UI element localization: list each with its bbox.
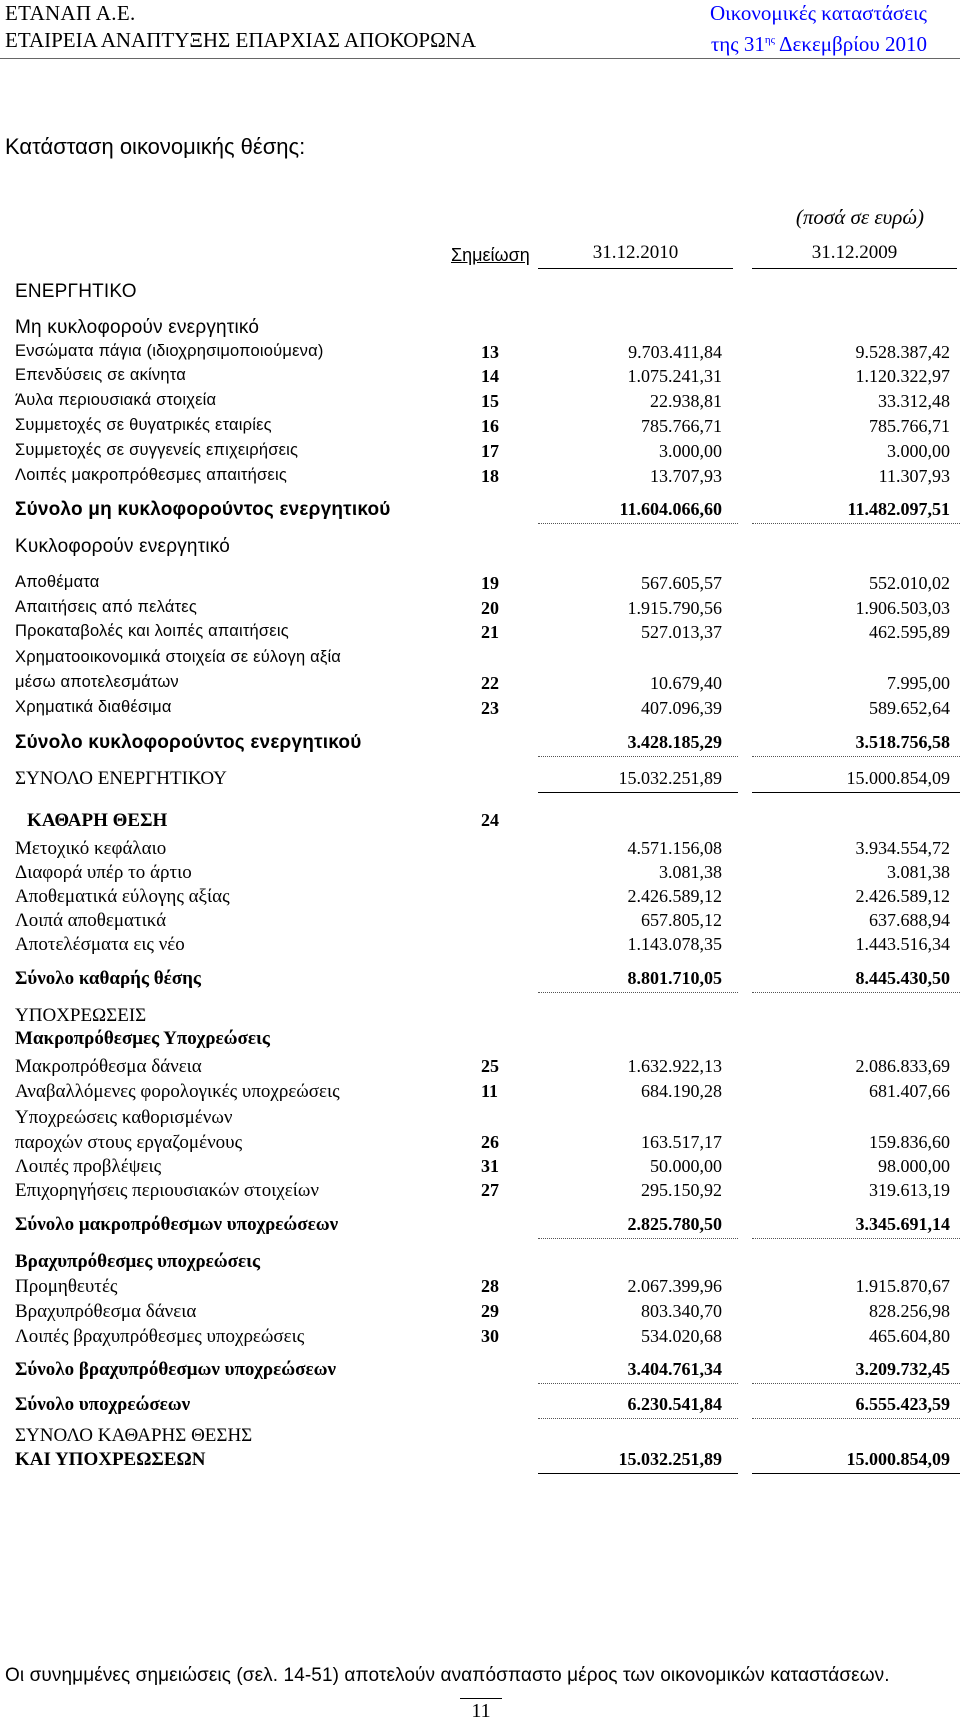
row-label: Σύνολο μη κυκλοφορούντος ενεργητικού xyxy=(15,499,391,520)
table-row xyxy=(0,1081,960,1107)
company-short: ΕΤΑΝΑΠ Α.Ε. xyxy=(5,1,136,25)
row-value-2009: 3.209.732,45 xyxy=(855,1359,950,1379)
row-note: 14 xyxy=(481,366,499,386)
table-row xyxy=(0,281,960,307)
row-value-2010: 4.571.156,08 xyxy=(627,838,722,858)
row-value-2010: 3.000,00 xyxy=(659,441,722,461)
table-row xyxy=(0,673,960,699)
total-underline xyxy=(752,1418,960,1419)
table-row xyxy=(0,317,960,343)
table-row xyxy=(0,862,960,888)
row-label: Συμμετοχές σε θυγατρικές εταιρίες xyxy=(15,416,272,434)
row-value-2009: 3.934.554,72 xyxy=(855,838,950,858)
row-value-2010: 407.096,39 xyxy=(641,698,722,718)
column-header-note: Σημείωση xyxy=(451,245,530,265)
row-label: Άυλα περιουσιακά στοιχεία xyxy=(15,391,217,409)
row-value-2009: 2.426.589,12 xyxy=(855,886,950,906)
total-underline xyxy=(538,792,738,793)
row-note: 27 xyxy=(481,1180,499,1200)
row-value-2010: 163.517,17 xyxy=(641,1132,722,1152)
total-underline xyxy=(752,1383,960,1384)
row-label: Αποτελέσματα εις νέο xyxy=(15,934,185,955)
table-row xyxy=(0,1276,960,1302)
row-value-2010: 567.605,57 xyxy=(641,573,722,593)
doc-date xyxy=(710,27,927,58)
table-row xyxy=(0,1056,960,1082)
row-label: Επιχορηγήσεις περιουσιακών στοιχείων xyxy=(15,1180,319,1201)
table-row xyxy=(0,1326,960,1352)
row-value-2010: 11.604.066,60 xyxy=(619,499,722,519)
total-underline xyxy=(538,1238,738,1239)
row-value-2009: 319.613,19 xyxy=(869,1180,950,1200)
row-value-2009: 3.345.691,14 xyxy=(855,1214,950,1234)
row-label: ΕΝΕΡΓΗΤΙΚΟ xyxy=(15,281,137,302)
table-row xyxy=(0,934,960,960)
row-label: Υποχρεώσεις καθορισμένων xyxy=(15,1107,233,1128)
row-value-2009: 2.086.833,69 xyxy=(855,1056,950,1076)
total-underline xyxy=(538,523,738,524)
table-row xyxy=(0,1028,960,1054)
row-note: 20 xyxy=(481,598,499,618)
row-note: 11 xyxy=(481,1081,499,1101)
row-value-2010: 50.000,00 xyxy=(650,1156,722,1176)
row-note: 23 xyxy=(481,698,499,718)
column-header-2009: 31.12.2009 xyxy=(752,242,957,269)
row-value-2009: 3.081,38 xyxy=(887,862,950,882)
row-value-2010: 15.032.251,89 xyxy=(618,1449,722,1469)
row-note: 31 xyxy=(481,1156,499,1176)
row-value-2010: 2.825.780,50 xyxy=(627,1214,722,1234)
row-note: 18 xyxy=(481,466,499,486)
row-note: 21 xyxy=(481,622,499,642)
row-label: ΣΥΝΟΛΟ ΚΑΘΑΡΗΣ ΘΕΣΗΣ xyxy=(15,1425,253,1446)
row-value-2009: 11.482.097,51 xyxy=(847,499,950,519)
row-label: Σύνολο υποχρεώσεων xyxy=(15,1394,191,1415)
row-label: Λοιπές μακροπρόθεσμες απαιτήσεις xyxy=(15,466,287,484)
doc-date-pre: της 31 xyxy=(710,32,765,56)
header-right xyxy=(710,0,927,58)
row-value-2009: 9.528.387,42 xyxy=(855,342,950,362)
row-label: Μακροπρόθεσμα δάνεια xyxy=(15,1056,202,1077)
row-label: Χρηματοοικονομικά στοιχεία σε εύλογη αξία xyxy=(15,648,342,666)
row-value-2010: 1.915.790,56 xyxy=(627,598,722,618)
page-number-rule xyxy=(460,1698,502,1699)
row-label: Σύνολο μακροπρόθεσμων υποχρεώσεων xyxy=(15,1214,339,1235)
row-value-2010: 3.081,38 xyxy=(659,862,722,882)
table-row xyxy=(0,732,960,758)
row-label: Σύνολο βραχυπρόθεσμων υποχρεώσεων xyxy=(15,1359,336,1380)
row-label: Συμμετοχές σε συγγενείς επιχειρήσεις xyxy=(15,441,299,459)
table-row xyxy=(0,536,960,562)
row-value-2009: 6.555.423,59 xyxy=(855,1394,950,1414)
row-note: 30 xyxy=(481,1326,499,1346)
row-value-2009: 637.688,94 xyxy=(869,910,950,930)
row-value-2009: 8.445.430,50 xyxy=(855,968,950,988)
row-value-2009: 1.915.870,67 xyxy=(855,1276,950,1296)
row-value-2010: 1.632.922,13 xyxy=(627,1056,722,1076)
row-label: Αποθεματικά εύλογης αξίας xyxy=(15,886,230,907)
total-underline xyxy=(752,792,960,793)
row-value-2010: 3.428.185,29 xyxy=(627,732,722,752)
row-value-2010: 295.150,92 xyxy=(641,1180,722,1200)
total-underline xyxy=(752,992,960,993)
row-label: Μετοχικό κεφάλαιο xyxy=(15,838,167,859)
table-row xyxy=(0,810,960,836)
header-left xyxy=(5,0,476,54)
row-value-2010: 2.067.399,96 xyxy=(627,1276,722,1296)
row-note: 24 xyxy=(481,810,499,830)
row-label: Απαιτήσεις από πελάτες xyxy=(15,598,197,616)
row-value-2009: 785.766,71 xyxy=(869,416,950,436)
row-value-2009: 98.000,00 xyxy=(878,1156,950,1176)
row-note: 29 xyxy=(481,1301,499,1321)
total-underline xyxy=(538,1473,738,1474)
table-row xyxy=(0,499,960,525)
row-value-2009: 462.595,89 xyxy=(869,622,950,642)
row-label: Σύνολο καθαρής θέσης xyxy=(15,968,201,989)
row-label: ΚΑΙ ΥΠΟΧΡΕΩΣΕΩΝ xyxy=(15,1449,206,1470)
company-full: ΕΤΑΙΡΕΙΑ ΑΝΑΠΤΥΞΗΣ ΕΠΑΡΧΙΑΣ ΑΠΟΚΟΡΩΝΑ xyxy=(5,28,477,52)
table-row xyxy=(0,1107,960,1133)
row-label: Προκαταβολές και λοιπές απαιτήσεις xyxy=(15,622,289,640)
row-label: ΣΥΝΟΛΟ ΕΝΕΡΓΗΤΙΚΟΥ xyxy=(15,768,227,789)
table-row xyxy=(0,968,960,994)
row-label: Λοιπά αποθεματικά xyxy=(15,910,167,931)
table-row xyxy=(0,1251,960,1277)
row-value-2009: 3.518.756,58 xyxy=(855,732,950,752)
row-value-2009: 681.407,66 xyxy=(869,1081,950,1101)
row-value-2009: 3.000,00 xyxy=(887,441,950,461)
table-row xyxy=(0,441,960,467)
row-value-2009: 1.443.516,34 xyxy=(855,934,950,954)
row-note: 28 xyxy=(481,1276,499,1296)
total-underline xyxy=(538,1383,738,1384)
footnote: Οι συνημμένες σημειώσεις (σελ. 14-51) αποτελούν αναπόσπαστο μέρος των οικονομικών καταστάσεων. xyxy=(5,1665,890,1686)
row-value-2010: 1.075.241,31 xyxy=(627,366,722,386)
total-underline xyxy=(752,1238,960,1239)
row-value-2009: 7.995,00 xyxy=(887,673,950,693)
row-value-2010: 684.190,28 xyxy=(641,1081,722,1101)
row-value-2009: 552.010,02 xyxy=(869,573,950,593)
row-value-2010: 534.020,68 xyxy=(641,1326,722,1346)
row-value-2009: 828.256,98 xyxy=(869,1301,950,1321)
row-value-2010: 803.340,70 xyxy=(641,1301,722,1321)
row-value-2010: 8.801.710,05 xyxy=(627,968,722,988)
table-row xyxy=(0,768,960,794)
row-label: Λοιπές προβλέψεις xyxy=(15,1156,162,1177)
row-value-2009: 589.652,64 xyxy=(869,698,950,718)
row-label: παροχών στους εργαζομένους xyxy=(15,1132,243,1153)
row-value-2009: 15.000.854,09 xyxy=(846,1449,950,1469)
row-value-2010: 3.404.761,34 xyxy=(627,1359,722,1379)
row-label: ΥΠΟΧΡΕΩΣΕΙΣ xyxy=(15,1005,147,1026)
row-note: 13 xyxy=(481,342,499,362)
column-header-2010: 31.12.2010 xyxy=(538,242,733,269)
total-underline xyxy=(538,1418,738,1419)
page-title: Κατάσταση οικονομικής θέσης: xyxy=(5,134,306,159)
row-value-2010: 15.032.251,89 xyxy=(618,768,722,788)
row-value-2009: 1.120.322,97 xyxy=(855,366,950,386)
row-value-2010: 1.143.078,35 xyxy=(627,934,722,954)
table-row xyxy=(0,598,960,624)
table-row xyxy=(0,910,960,936)
table-row xyxy=(0,1132,960,1158)
table-row xyxy=(0,1359,960,1385)
row-note: 15 xyxy=(481,391,499,411)
row-note: 22 xyxy=(481,673,499,693)
total-underline xyxy=(752,1473,960,1474)
row-label: Μακροπρόθεσμες Υποχρεώσεις xyxy=(15,1028,270,1049)
row-label: Διαφορά υπέρ το άρτιο xyxy=(15,862,192,883)
table-row xyxy=(0,622,960,648)
row-value-2010: 22.938,81 xyxy=(650,391,722,411)
row-label: Μη κυκλοφορούν ενεργητικό xyxy=(15,317,260,338)
header-rule xyxy=(0,58,960,59)
row-value-2009: 159.836,60 xyxy=(869,1132,950,1152)
table-row xyxy=(0,416,960,442)
total-underline xyxy=(752,756,960,757)
table-row xyxy=(0,838,960,864)
row-label: Ενσώματα πάγια (ιδιοχρησιμοποιούμενα) xyxy=(15,342,324,360)
row-value-2009: 1.906.503,03 xyxy=(855,598,950,618)
table-row xyxy=(0,648,960,674)
row-label: Προμηθευτές xyxy=(15,1276,118,1297)
table-row xyxy=(0,466,960,492)
row-label: μέσω αποτελεσμάτων xyxy=(15,673,179,691)
row-label: Αναβαλλόμενες φορολογικές υποχρεώσεις xyxy=(15,1081,340,1102)
row-value-2010: 527.013,37 xyxy=(641,622,722,642)
row-value-2010: 10.679,40 xyxy=(650,673,722,693)
table-row xyxy=(0,366,960,392)
total-underline xyxy=(538,992,738,993)
row-label: Χρηματικά διαθέσιμα xyxy=(15,698,172,716)
row-value-2010: 2.426.589,12 xyxy=(627,886,722,906)
table-row xyxy=(0,1425,960,1451)
row-label: Σύνολο κυκλοφορούντος ενεργητικού xyxy=(15,732,362,753)
doc-date-post: Δεκεμβρίου 2010 xyxy=(774,32,927,56)
total-underline xyxy=(752,523,960,524)
row-value-2010: 657.805,12 xyxy=(641,910,722,930)
table-row xyxy=(0,886,960,912)
table-row xyxy=(0,1449,960,1475)
table-row xyxy=(0,391,960,417)
row-note: 26 xyxy=(481,1132,499,1152)
row-note: 25 xyxy=(481,1056,499,1076)
row-value-2010: 9.703.411,84 xyxy=(628,342,722,362)
row-label: Λοιπές βραχυπρόθεσμες υποχρεώσεις xyxy=(15,1326,305,1347)
table-row xyxy=(0,1214,960,1240)
table-row xyxy=(0,342,960,368)
page-number: 11 xyxy=(471,1700,491,1722)
table-row xyxy=(0,698,960,724)
table-row xyxy=(0,1156,960,1182)
row-label: Βραχυπρόθεσμα δάνεια xyxy=(15,1301,197,1322)
doc-title: Οικονομικές καταστάσεις xyxy=(709,1,927,25)
row-note: 19 xyxy=(481,573,499,593)
row-note: 16 xyxy=(481,416,499,436)
row-value-2010: 6.230.541,84 xyxy=(627,1394,722,1414)
row-value-2009: 15.000.854,09 xyxy=(846,768,950,788)
total-underline xyxy=(538,756,738,757)
doc-date-sup: ης xyxy=(764,34,775,46)
row-label: Βραχυπρόθεσμες υποχρεώσεις xyxy=(15,1251,261,1272)
row-label: Κυκλοφορούν ενεργητικό xyxy=(15,536,231,557)
unit-note: (ποσά σε ευρώ) xyxy=(795,205,924,229)
row-label: Αποθέματα xyxy=(15,573,100,591)
table-row xyxy=(0,1180,960,1206)
table-row xyxy=(0,573,960,599)
row-label: ΚΑΘΑΡΗ ΘΕΣΗ xyxy=(27,810,168,831)
table-row xyxy=(0,1301,960,1327)
row-note: 17 xyxy=(481,441,499,461)
table-row xyxy=(0,1394,960,1420)
row-value-2010: 13.707,93 xyxy=(650,466,722,486)
row-value-2009: 465.604,80 xyxy=(869,1326,950,1346)
row-value-2010: 785.766,71 xyxy=(641,416,722,436)
row-value-2009: 11.307,93 xyxy=(878,466,950,486)
row-label: Επενδύσεις σε ακίνητα xyxy=(15,366,186,384)
row-value-2009: 33.312,48 xyxy=(878,391,950,411)
